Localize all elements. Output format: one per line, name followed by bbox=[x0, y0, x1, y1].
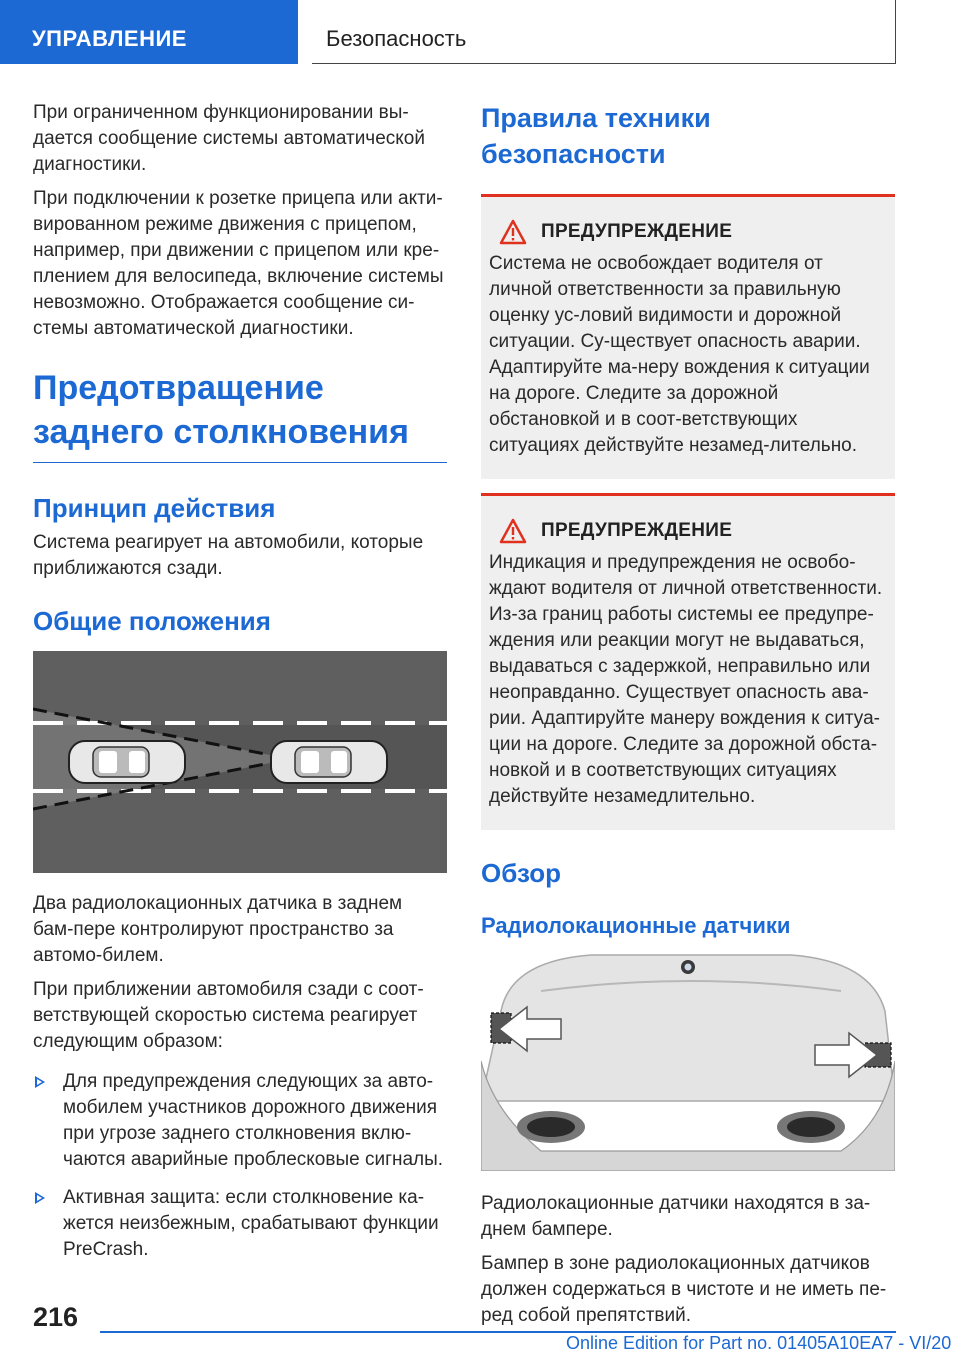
edition-footer[interactable]: Online Edition for Part no. 01405A10EA7 - VI/20 bbox=[566, 1333, 952, 1353]
warning-triangle-icon bbox=[499, 518, 527, 544]
bumper-clean-text: Бампер в зоне радиолокационных датчиков должен содержаться в чистоте и не иметь пе-ред собой препятствий. bbox=[481, 1253, 887, 1326]
safety-rules-heading: Правила техники безопасности bbox=[481, 100, 895, 197]
rear-bumper-illustration bbox=[481, 951, 895, 1171]
triangle-bullet-icon bbox=[35, 1076, 45, 1088]
list-item bbox=[33, 1185, 447, 1263]
warning-triangle-icon bbox=[499, 219, 527, 245]
principle-text: Система реагирует на автомобили, которые приближаются сзади. bbox=[33, 532, 424, 579]
general-heading: Общие положения bbox=[33, 606, 271, 636]
intro-paragraph-2: При подключении к розетке прицепа или акти-вированном режиме движения с прицепом, например, при движении с прицепом или кре-плением для велосипеда, включение системы невозможно. Отображается сообщение си-стемы автоматической диагностики. bbox=[33, 188, 444, 339]
warning-title: ПРЕДУПРЕЖДЕНИЕ bbox=[541, 221, 733, 242]
own-car-icon bbox=[271, 741, 387, 783]
warning-box bbox=[481, 496, 895, 830]
left-column bbox=[33, 100, 447, 1275]
radar-sensors-heading: Радиолокационные датчики bbox=[481, 913, 791, 938]
bumper-sensors-graphic bbox=[481, 951, 895, 1171]
radar-location-text: Радиолокационные датчики находятся в за-днем бампере. bbox=[481, 1193, 871, 1240]
page-number: 216 bbox=[33, 1302, 79, 1332]
reaction-list bbox=[33, 1069, 447, 1263]
warning-title: ПРЕДУПРЕЖДЕНИЕ bbox=[541, 520, 733, 541]
warning-box bbox=[481, 197, 895, 479]
triangle-bullet-icon bbox=[35, 1192, 45, 1204]
road-cars-graphic bbox=[33, 651, 447, 873]
list-item bbox=[33, 1069, 447, 1173]
intro-paragraph-1: При ограниченном функционировании вы-дается сообщение системы автоматической диагностики. bbox=[33, 102, 425, 175]
rear-car-icon bbox=[69, 741, 185, 783]
list-item-text: Активная защита: если столкновение ка-жется неизбежным, срабатывают функции PreCrash. bbox=[63, 1187, 439, 1260]
chapter-title: Безопасность bbox=[312, 0, 896, 64]
right-column bbox=[481, 100, 895, 1337]
warning-text: Индикация и предупреждения не освобо-ждают водителя от личной ответственности. Из-за границ работы системы ее предупре-ждения или реакции могут не выдаваться, выдаваться с задержкой, неправильно или неоправданно. Существует опасность ава-рии. Адаптируйте манеру вождения к ситуа-ции на дороге. Следите за дорожной обста-новкой и в соответствующих ситуациях действуйте незамедлительно. bbox=[489, 552, 883, 807]
list-item-text: Для предупреждения следующих за авто-мобилем участников дорожного движения при угрозе заднего столкновения вклю-чаются аварийные проблесковые сигналы. bbox=[63, 1071, 444, 1170]
approach-text: При приближении автомобиля сзади с соот-ветствующей скоростью система реагирует следующим образом: bbox=[33, 979, 424, 1052]
principle-heading: Принцип действия bbox=[33, 493, 276, 523]
warning-text: Система не освобождает водителя от личной ответственности за правильную оценку ус-ловий видимости и дорожной ситуации. Су-ществует опасность аварии. Адаптируйте ма-неру вождения к ситуации на дороге. Следите за дорожной обстановкой и в соот-ветствующих ситуациях действуйте незамед-лительно. bbox=[489, 253, 870, 456]
overview-heading: Обзор bbox=[481, 858, 561, 888]
section-tab[interactable]: УПРАВЛЕНИЕ bbox=[0, 0, 298, 64]
rear-radar-illustration bbox=[33, 651, 447, 873]
warning-header bbox=[499, 219, 887, 245]
section-title: Предотвращение заднего столкновения bbox=[33, 366, 447, 463]
warning-header bbox=[499, 518, 887, 544]
figure-description: Два радиолокационных датчика в заднем бам-пере контролируют пространство за автомо-билем. bbox=[33, 893, 403, 966]
